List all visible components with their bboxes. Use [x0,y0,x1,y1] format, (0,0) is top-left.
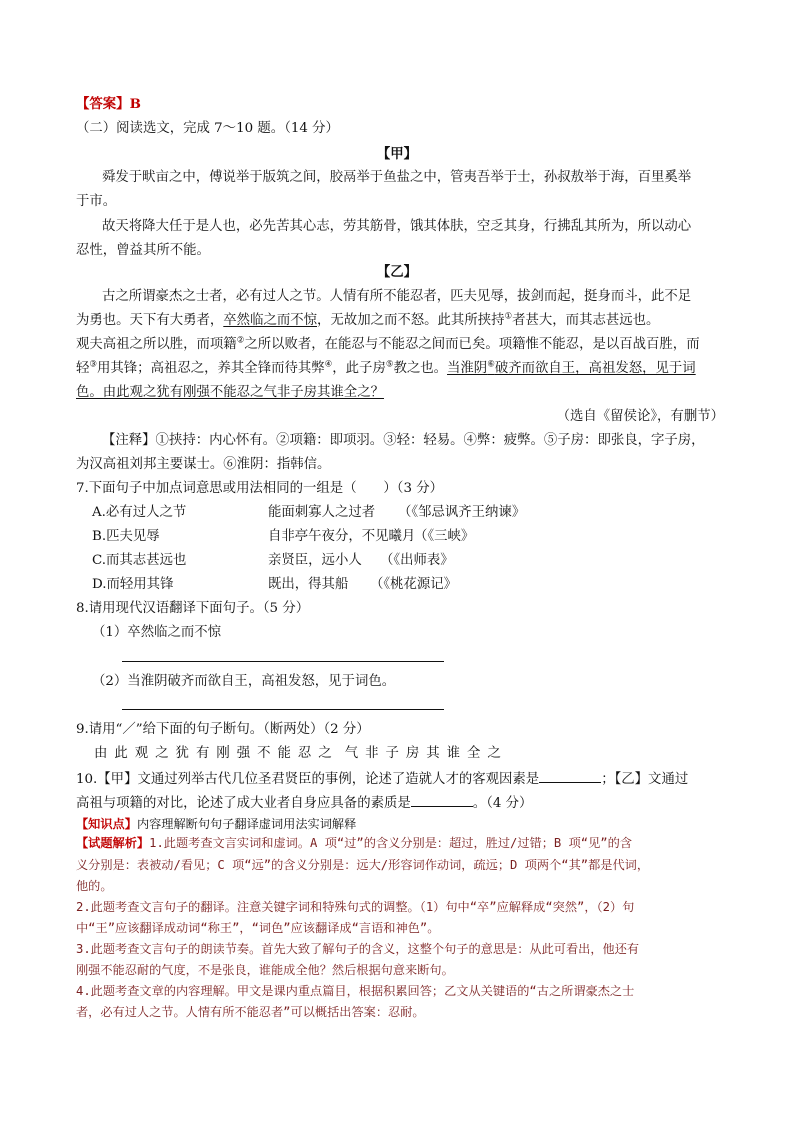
q10-line2: 高祖与项籍的对比，论述了成大业者自身应具备的素质是 。（4 分） [76,796,533,811]
yi-line1: 古之所谓豪杰之士者，必有过人之节。人情有所不能忍者，匹夫见辱，拔剑而起，挺身而斗，此不足 [102,289,692,304]
q7-option-a: A.必有过人之节 能面刺寡人之过者 （《邹忌讽齐王纳谏》 [92,505,526,520]
answer-tag: 【答案】 [76,96,130,112]
analysis-a2-line1: 2.此题考查文言句子的翻译。注意关键字词和特殊句式的调整。（1）句中“卒”应解释成“突然”，（2）句 [76,900,635,914]
q7-option-d: D.而轻用其锋 既出，得其船 （《桃花源记》 [92,577,458,592]
yi-title: 【乙】 [376,264,418,280]
q7-stem: 7.下面句子中加点词意思或用法相同的一组是（ ）（3 分） [76,481,444,496]
note-marker: ④ [324,359,333,370]
yi-line3: 观夫高祖之所以胜，而项籍②之所以败者，在能忍与不能忍之间而已矣。项籍惟不能忍，是以百战百胜，而 [76,335,700,352]
analysis-tag: 【试题解析】 [76,836,150,850]
kp-tag: 【知识点】 [76,817,137,831]
note-marker: ⑤ [385,359,394,370]
note-marker: ③ [89,359,98,370]
analysis-a1-line1: 【试题解析】1.此题考查文言实词和虚词。A 项“过”的含义分别是：超过，胜过/过错；B 项“见”的含 [76,836,633,850]
q9-stem: 9.请用“／”给下面的句子断句。（断两处）（2 分） [76,722,370,737]
knowledge-points: 【知识点】内容理解断句句子翻译虚词用法实词解释 [76,817,357,831]
q7-option-c: C.而其志甚远也 亲贤臣，远小人 （《出师表》 [92,553,454,568]
q10-line1: 10.【甲】文通过列举古代几位圣君贤臣的事例，论述了造就人才的客观因素是 ；【乙】文通过 [76,772,689,787]
jia-p2-line2: 忍性，曾益其所不能。 [76,243,210,258]
answer-line-2 [122,709,444,710]
analysis-a3-line1: 3.此题考查文言句子的朗读节奏。首先大致了解句子的含义，这整个句子的意思是：从此可看出，他还有 [76,942,640,956]
answer-line-1 [122,661,444,662]
underlined-phrase: 卒然临之而不惊 [223,313,318,328]
note-marker: ② [236,335,245,346]
jia-p1-line2: 于市。 [76,194,117,209]
yi-line4: 轻③用其锋；高祖忍之，养其全锋而待其弊④，此子房⑤教之也。当淮阴⑥破齐而欲自王，高祖发怒，见于词 [76,359,696,376]
jia-title: 【甲】 [376,146,418,162]
q7-option-b: B.匹夫见辱 自非亭午夜分，不见曦月 （《三峡》 [92,529,475,544]
underlined-sentence: 当淮阴⑥破齐而欲自王，高祖发怒，见于词 [447,359,696,376]
q8-sentence1: （1）卒然临之而不惊 [92,625,222,640]
source-citation: （选自《留侯论》，有删节） [556,409,724,424]
fill-blank-1 [539,770,601,783]
jia-p1-line1: 舜发于畎亩之中，傅说举于版筑之间，胶鬲举于鱼盐之中，管夷吾举于士，孙叔敖举于海，百里奚举 [102,170,692,185]
notes-line1: 【注释】①挟持：内心怀有。②项籍：即项羽。③轻：轻易。④弊：疲弊。⑤子房：即张良，字子房， [102,433,705,448]
analysis-a2-line2: 中“王”应该翻译成动词“称王”，“词色”应该翻译成“言语和神色”。 [76,921,440,935]
jia-p2-line1: 故天将降大任于是人也，必先苦其心志，劳其筋骨，饿其体肤，空乏其身，行拂乱其所为，所以动心 [102,219,692,234]
analysis-a4-line2: 者，必有过人之节。人情有所不能忍者”可以概括出答案：忍耐。 [76,1005,425,1019]
analysis-a1-line2: 义分别是：表被动/看见；C 项“远”的含义分别是：远大/形容词作动词，疏远；D 项两个“其”都是代词， [76,858,650,872]
q8-sentence2: （2）当淮阴破齐而欲自王，高祖发怒，见于词色。 [92,674,396,689]
underlined-sentence-end: 色。由此观之犹有刚强不能忍之气非子房其谁全之？ [76,385,384,400]
analysis-a4-line1: 4.此题考查文章的内容理解。甲文是课内重点篇目，根据积累回答；乙文从关键语的“古之所谓豪杰之士 [76,984,635,998]
notes-line2: 为汉高祖刘邦主要谋士。⑥淮阴：指韩信。 [76,457,331,472]
yi-line2: 为勇也。天下有大勇者，卒然临之而不惊，无故加之而不怒。此其所挟持①者甚大，而其志甚远也。 [76,311,660,328]
section-heading: （二）阅读选文，完成 7～10 题。（14 分） [76,121,339,136]
analysis-a1-line3: 他的。 [76,879,113,893]
q9-sentence: 由此观之犹有刚强不能忍之 气非子房其谁全之 [94,746,508,761]
answer-value: B [129,96,141,112]
analysis-a3-line2: 刚强不能忍耐的气度，不是张良，谁能成全他？然后根据句意来断句。 [76,963,454,977]
q8-stem: 8.请用现代汉语翻译下面句子。（5 分） [76,601,310,616]
yi-line5 [76,384,724,401]
answer-line [76,96,724,113]
note-marker: ① [504,311,513,322]
fill-blank-2 [411,794,473,807]
